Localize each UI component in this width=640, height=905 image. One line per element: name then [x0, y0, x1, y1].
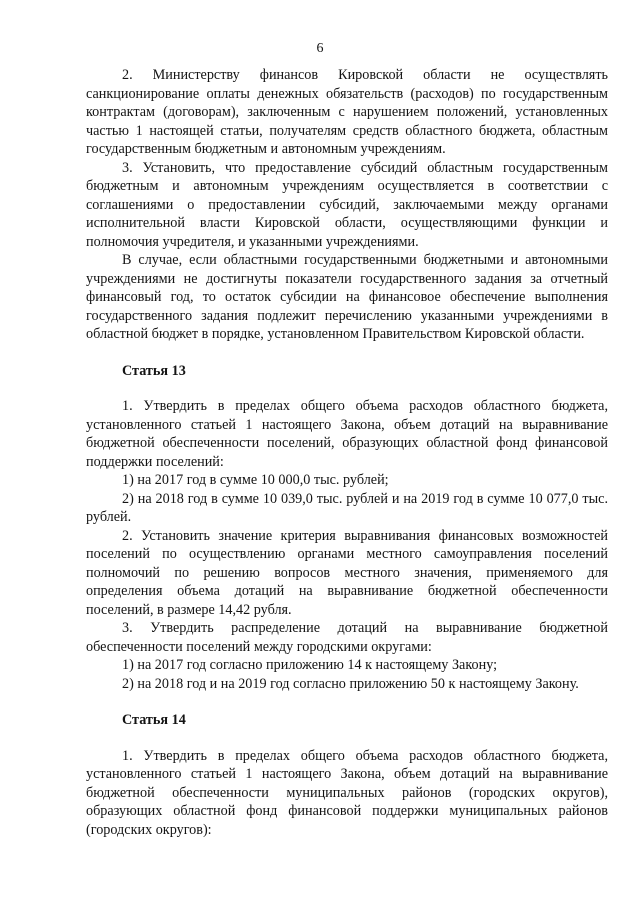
- paragraph: 1) на 2017 год в сумме 10 000,0 тыс. рублей;: [122, 472, 389, 488]
- paragraph: 3. Установить, что предоставление субсидий областным государственным бюджетным и автономным учреждениям осуществляется в соответствии с соглашениями о предоставлении субсидий, заключаемыми между органами исполнительной власти Кировской области, осуществляющими функции и полномочия учредителя, и указанными учреждениями.: [86, 159, 608, 250]
- section-continuation: [86, 66, 608, 344]
- paragraph: 2) на 2018 год в сумме 10 039,0 тыс. рублей и на 2019 год в сумме 10 077,0 тыс. рублей.: [86, 490, 608, 525]
- paragraph: 2. Установить значение критерия выравнивания финансовых возможностей поселений по осуществлению органами местного самоуправления поселений полномочий по решению вопросов местного значения, применяемого для определения объема дотаций на выравнивание бюджетной обеспеченности поселений, в размере 14,42 рубля.: [86, 527, 608, 618]
- paragraph: В случае, если областными государственными бюджетными и автономными учреждениями не достигнуты показатели государственного задания за отчетный финансовый год, то остаток субсидии на финансовое обеспечение выполнения государственного задания подлежит перечислению указанными учреждениями в областной бюджет в порядке, установленном Правительством Кировской области.: [86, 252, 608, 342]
- paragraph: 1. Утвердить в пределах общего объема расходов областного бюджета, установленного статьей 1 настоящего Закона, объем дотаций на выравнивание бюджетной обеспеченности муниципальных районов (городских округов), образующих областной фонд финансовой поддержки муниципальных районов (городских округов):: [86, 747, 608, 838]
- article-13-body: [86, 397, 608, 693]
- document-body: [86, 66, 608, 839]
- article-14-body: [86, 747, 608, 840]
- paragraph: 2. Министерству финансов Кировской области не осуществлять санкционирование оплаты денежных обязательств (расходов) по государственным контрактам (договорам), заключенным с нарушением положений, установленных частью 1 настоящей статьи, получателям средств областного бюджета, областным государственным бюджетным и автономным учреждениям.: [86, 67, 608, 157]
- paragraph: 1. Утвердить в пределах общего объема расходов областного бюджета, установленного статьей 1 настоящего Закона, объем дотаций на выравнивание бюджетной обеспеченности поселений, образующих областной фонд финансовой поддержки поселений:: [86, 398, 608, 470]
- article-13-heading: Статья 13: [122, 362, 186, 379]
- paragraph: 3. Утвердить распределение дотаций на выравнивание бюджетной обеспеченности поселений между городскими округами:: [86, 620, 608, 655]
- paragraph: 1) на 2017 год согласно приложению 14 к настоящему Закону;: [122, 657, 498, 673]
- paragraph: 2) на 2018 год и на 2019 год согласно приложению 50 к настоящему Закону.: [122, 675, 579, 692]
- article-14-heading: Статья 14: [122, 712, 186, 728]
- page-number: 6: [316, 41, 324, 56]
